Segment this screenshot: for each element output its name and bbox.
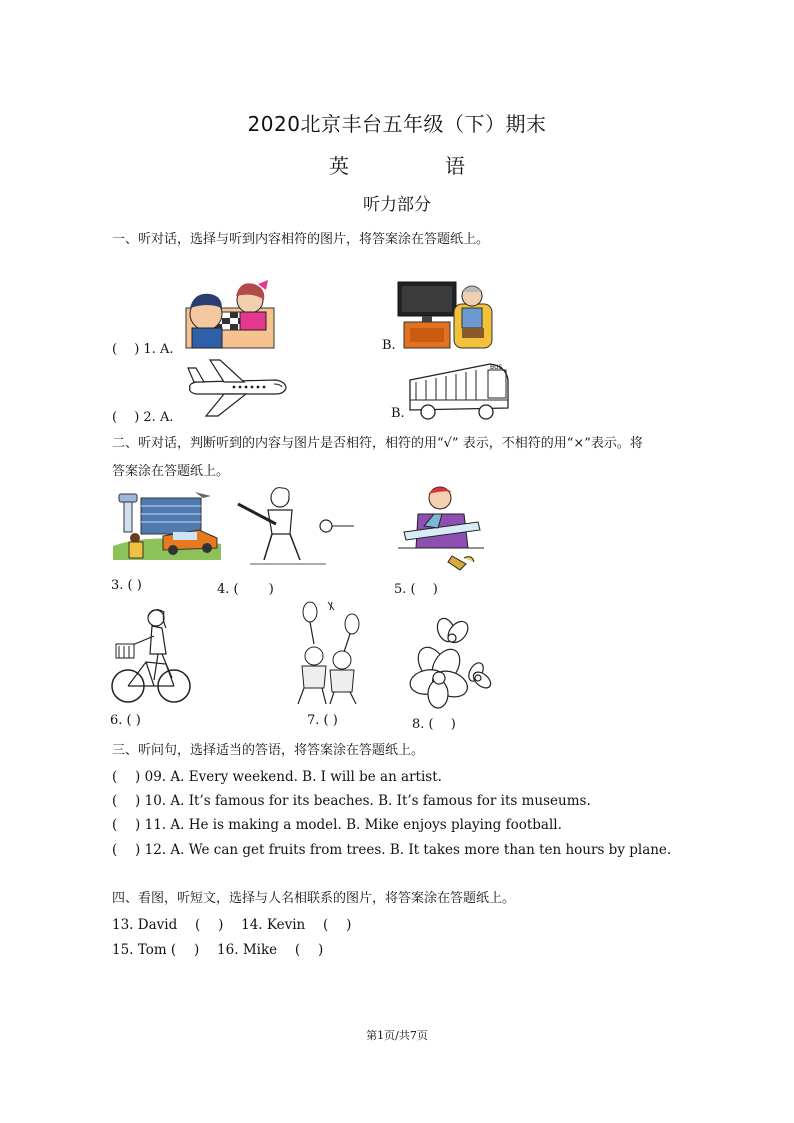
q12-item: ( ) 12. A. We can get fruits from trees. B. It takes more than ten hours by plane. [112, 842, 672, 858]
part-title: 听力部分 [363, 195, 431, 215]
airplane-image [184, 358, 288, 418]
q2-b-label: B. [391, 406, 405, 421]
section4-row2: 15. Tom ( ) 16. Mike ( ) [112, 942, 324, 958]
chess-players-image [184, 278, 276, 350]
section3-instruction: 三、听问句，选择适当的答语，将答案涂在答题纸上。 [112, 743, 425, 758]
q1-label: ( ) 1. A. [112, 342, 174, 357]
flowers-image [402, 616, 492, 704]
airport-taxi-image [111, 488, 225, 562]
bicycle-girl-image [110, 606, 192, 706]
page-number: 第1页/共7页 [366, 1029, 428, 1042]
page-title: 2020北京丰台五年级（下）期末 [247, 112, 547, 136]
q4-label: 4. ( ) [217, 582, 274, 597]
q8-label: 8. ( ) [412, 717, 456, 732]
q5-label: 5. ( ) [394, 582, 438, 597]
badminton-kids-image [292, 600, 372, 706]
q6-label: 6. ( ) [110, 713, 141, 728]
section4-row1: 13. David ( ) 14. Kevin ( ) [112, 917, 352, 933]
section2-instruction-line2: 答案涂在答题纸上。 [112, 464, 230, 479]
q7-label: 7. ( ) [307, 713, 338, 728]
q11-item: ( ) 11. A. He is making a model. B. Mike enjoys playing football. [112, 817, 562, 833]
q9-item: ( ) 09. A. Every weekend. B. I will be an artist. [112, 769, 442, 785]
section4-instruction: 四、看图，听短文，选择与人名相联系的图片，将答案涂在答题纸上。 [112, 891, 516, 906]
baseball-player-image [230, 484, 358, 568]
making-model-image [394, 484, 490, 572]
q3-label: 3. ( ) [111, 578, 142, 593]
q2-label: ( ) 2. A. [112, 410, 174, 425]
section1-instruction: 一、听对话，选择与听到内容相符的图片，将答案涂在答题纸上。 [112, 232, 490, 247]
subject-title: 英 语 [329, 154, 503, 178]
q1-b-label: B. [382, 338, 396, 353]
watching-tv-image [396, 276, 494, 350]
bus-image [406, 360, 512, 420]
q10-item: ( ) 10. A. It’s famous for its beaches. B. It’s famous for its museums. [112, 793, 591, 809]
bus-sign: BUS [490, 364, 503, 371]
section2-instruction-line1: 二、听对话，判断听到的内容与图片是否相符，相符的用“√” 表示，不相符的用“×”表示。将 [112, 436, 643, 451]
